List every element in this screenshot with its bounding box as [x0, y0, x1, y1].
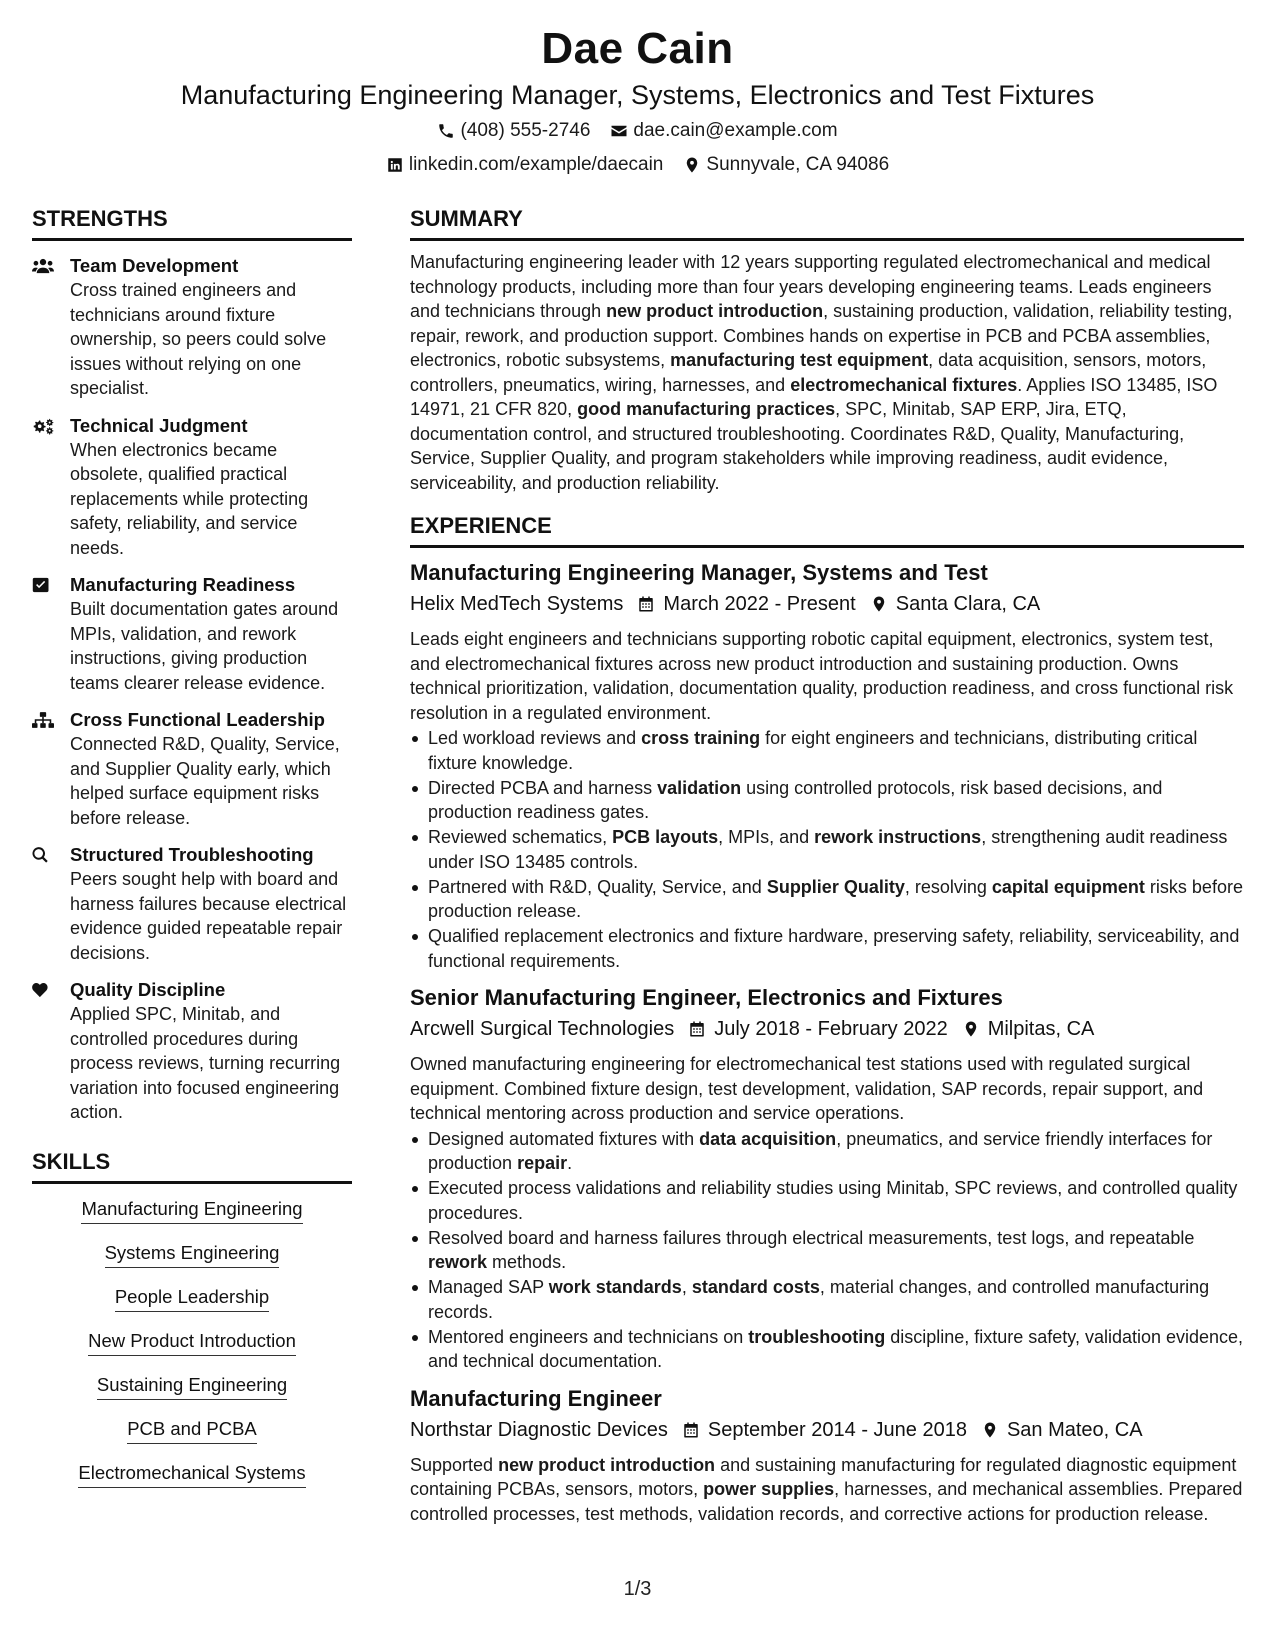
calendar-icon [682, 1420, 700, 1440]
skill-item: PCB and PCBA [127, 1416, 257, 1444]
summary-heading: SUMMARY [410, 206, 1244, 241]
text-run: , MPIs, and [718, 827, 815, 847]
job-meta [410, 589, 1244, 619]
job-meta [410, 1415, 1244, 1445]
strength-description: Applied SPC, Minitab, and controlled procedures during process reviews, turning recurring variation into focused engineering action. [70, 1004, 341, 1122]
email-text: dae.cain@example.com [633, 120, 838, 141]
job-meta [410, 1014, 1244, 1044]
candidate-headline: Manufacturing Engineering Manager, Systems, Electronics and Test Fixtures [180, 80, 1095, 110]
job-bullet [410, 776, 1244, 825]
emphasized-text: new product introduction [606, 301, 824, 321]
text-run: Managed SAP [428, 1277, 549, 1297]
strength-item [32, 977, 352, 1125]
emphasized-text: work standards [548, 1277, 682, 1297]
linkedin-text: linkedin.com/example/daecain [408, 154, 664, 175]
strength-item [32, 413, 352, 561]
emphasized-text: power supplies [703, 1479, 835, 1499]
job-bullet [410, 1127, 1244, 1176]
text-run: discipline, fixture safety, validation evidence, and technical documentation. [428, 1326, 1244, 1371]
text-run: , sustaining production, validation, reliability testing, repair, rework, and production support. Combines hands on expertise in PCB and PCBA assemblies, electronics, robotic subsystems, [410, 301, 1233, 370]
strength-text [70, 413, 352, 561]
strength-title: Quality Discipline [70, 979, 226, 1000]
strengths-heading: STRENGTHS [32, 206, 352, 241]
linkedin-icon [386, 156, 404, 174]
strength-item [32, 842, 352, 965]
job-location: San Mateo, CA [1006, 1418, 1143, 1441]
skill-item: Manufacturing Engineering [81, 1196, 302, 1224]
job-location: Santa Clara, CA [895, 593, 1041, 615]
strength-item [32, 572, 352, 695]
job-bullet [410, 1226, 1244, 1275]
map-pin-icon [981, 1420, 999, 1440]
strength-description: When electronics became obsolete, qualified practical replacements while protecting safety, reliability, and service needs. [70, 439, 309, 558]
job-bullet [410, 825, 1244, 874]
strength-text [70, 842, 352, 965]
job-company: Northstar Diagnostic Devices [410, 1418, 668, 1441]
contact-row-1 [0, 116, 1275, 146]
job-entry [410, 1384, 1244, 1527]
emphasized-text: repair [517, 1153, 568, 1173]
skills-list [32, 1196, 352, 1504]
strength-description: Connected R&D, Quality, Service, and Supplier Quality early, which helped surface equipment risks before release. [70, 734, 340, 828]
text-run: Resolved board and harness failures through electrical measurements, test logs, and repeatable [428, 1227, 1195, 1248]
text-run: for eight engineers and technicians, distributing critical fixture knowledge. [428, 728, 1198, 773]
text-run: methods. [487, 1252, 567, 1272]
text-run: Led workload reviews and [428, 728, 642, 748]
skill-item: Systems Engineering [105, 1240, 280, 1268]
emphasized-text: Supplier Quality [766, 876, 905, 897]
job-location: Milpitas, CA [987, 1018, 1095, 1040]
strength-text [70, 977, 352, 1125]
contact-email[interactable] [610, 116, 837, 146]
right-column [410, 206, 1244, 1526]
job-company: Helix MedTech Systems [410, 593, 624, 615]
search-icon [32, 842, 70, 965]
text-run: . Applies ISO 13485, ISO 14971, 21 CFR 820, [410, 374, 1218, 419]
job-description [410, 1453, 1244, 1527]
emphasized-text: PCB layouts [612, 827, 719, 847]
heart-icon [32, 977, 70, 1125]
strength-text [70, 707, 352, 830]
text-run: , material changes, and controlled manufacturing records. [428, 1277, 1210, 1322]
job-bullet [410, 1275, 1244, 1324]
location-text: Sunnyvale, CA 94086 [706, 154, 890, 175]
gears-icon [32, 413, 70, 561]
emphasized-text: electromechanical fixtures [790, 374, 1018, 395]
strength-description: Peers sought help with board and harness failures because electrical evidence guided repeatable repair decisions. [70, 869, 347, 963]
job-bullets [410, 1127, 1244, 1374]
job-bullet [410, 1325, 1244, 1374]
skill-item: New Product Introduction [88, 1328, 296, 1356]
strength-title: Structured Troubleshooting [70, 844, 314, 865]
text-run: Partnered with R&D, Quality, Service, and [428, 876, 767, 897]
text-run: , data acquisition, sensors, motors, controllers, pneumatics, wiring, harnesses, and [410, 350, 1207, 395]
summary-text [410, 250, 1244, 495]
job-company: Arcwell Surgical Technologies [410, 1018, 675, 1040]
job-bullets [410, 726, 1244, 973]
text-run: Qualified replacement electronics and fixture hardware, preserving safety, reliability, serviceability, and functional requirements. [428, 926, 1240, 971]
text-run: Directed PCBA and harness [428, 777, 658, 798]
job-dates: July 2018 - February 2022 [714, 1018, 948, 1040]
job-description: Leads eight engineers and technicians supporting robotic capital equipment, electronics, system test, and electromechanical fixtures across new product introduction and sustaining production. Owns technical prioritization, validation, documentation quality, production readiness, and cross functional risk resolution in a regulated environment. [410, 629, 1234, 723]
emphasized-text: cross training [641, 728, 761, 748]
phone-text: (408) 555-2746 [460, 120, 591, 141]
checkbox-icon [32, 572, 70, 695]
skill-item: Sustaining Engineering [97, 1372, 287, 1400]
text-run: Supported [410, 1454, 499, 1475]
job-description: Owned manufacturing engineering for electromechanical test stations used with regulated surgical equipment. Combined fixture design, test development, validation, SAP records, repair support, and technical mentoring across production and service operations. [410, 1054, 1204, 1123]
emphasized-text: validation [657, 777, 742, 798]
job-dates: September 2014 - June 2018 [707, 1418, 967, 1441]
text-run: , SPC, Minitab, SAP ERP, Jira, ETQ, documentation control, and structured troubleshooting. Coordinates R&D, Quality, Manufacturing, Service, Supplier Quality, and program stakeholders while improving readiness, audit evidence, serviceability, and production reliability. [410, 399, 1185, 493]
contact-location [683, 150, 889, 180]
strength-title: Cross Functional Leadership [70, 709, 325, 730]
job-title: Manufacturing Engineer [410, 1385, 662, 1411]
strength-description: Cross trained engineers and technicians around fixture ownership, so peers could solve issues without relying on one specialist. [70, 280, 327, 398]
text-run: , [681, 1277, 692, 1297]
strength-title: Technical Judgment [70, 414, 248, 436]
contact-row-2 [0, 150, 1275, 180]
emphasized-text: troubleshooting [748, 1326, 886, 1347]
text-run: using controlled protocols, risk based decisions, and production readiness gates. [428, 777, 1163, 822]
skills-heading: SKILLS [32, 1149, 352, 1184]
text-run: Mentored engineers and technicians on [428, 1326, 749, 1347]
text-run: , strengthening audit readiness under ISO 13485 controls. [428, 827, 1228, 872]
job-entry [410, 983, 1244, 1374]
job-bullet [410, 924, 1244, 973]
resume-header [0, 22, 1275, 180]
job-title: Senior Manufacturing Engineer, Electronics and Fixtures [410, 985, 1003, 1010]
sitemap-icon [32, 707, 70, 830]
emphasized-text: data acquisition [699, 1128, 837, 1149]
job-entry [410, 558, 1244, 973]
job-bullet [410, 726, 1244, 775]
contact-phone[interactable] [437, 116, 590, 146]
strength-text [70, 253, 352, 401]
jobs-list [410, 558, 1244, 1526]
users-icon [32, 253, 70, 401]
text-run: Reviewed schematics, [428, 827, 613, 847]
text-run: risks before production release. [428, 876, 1243, 921]
phone-icon [437, 122, 455, 140]
text-run: Designed automated fixtures with [428, 1128, 700, 1149]
experience-heading: EXPERIENCE [410, 513, 1244, 548]
strength-title: Team Development [70, 255, 239, 276]
text-run: Manufacturing engineering leader with 12 years supporting regulated electromechanical and medical technology products, including more than four years developing engineering teams. Leads engineers and technicians through [410, 252, 1212, 321]
text-run: , harnesses, and mechanical assemblies. Prepared controlled processes, test methods, validation records, and corrective actions for production release. [410, 1479, 1243, 1524]
left-column [32, 206, 352, 1504]
emphasized-text: new product introduction [498, 1454, 716, 1475]
map-pin-icon [962, 1019, 980, 1039]
text-run: , pneumatics, and service friendly interfaces for production [428, 1128, 1213, 1173]
strength-description: Built documentation gates around MPIs, validation, and rework instructions, giving production teams clearer release evidence. [70, 599, 339, 693]
map-pin-icon [870, 594, 888, 614]
job-title: Manufacturing Engineering Manager, Systems and Test [410, 560, 988, 585]
envelope-icon [610, 122, 628, 140]
strength-title: Manufacturing Readiness [70, 574, 296, 595]
emphasized-text: capital equipment [991, 876, 1145, 897]
skill-item: Electromechanical Systems [78, 1460, 305, 1488]
strength-text [70, 572, 352, 695]
emphasized-text: rework [428, 1252, 488, 1272]
job-bullet [410, 875, 1244, 924]
map-pin-icon [683, 156, 701, 174]
skill-item: People Leadership [115, 1284, 269, 1312]
text-run: . [567, 1153, 573, 1173]
strengths-list [32, 253, 352, 1125]
strength-item [32, 253, 352, 401]
calendar-icon [688, 1019, 706, 1039]
page-number: 1/3 [623, 1578, 652, 1600]
contact-linkedin[interactable] [386, 150, 664, 180]
emphasized-text: good manufacturing practices [577, 399, 836, 419]
text-run: , resolving [904, 876, 992, 897]
job-bullet [410, 1176, 1244, 1225]
text-run: Executed process validations and reliability studies using Minitab, SPC reviews, and controlled quality procedures. [428, 1178, 1238, 1223]
calendar-icon [637, 594, 655, 614]
job-dates: March 2022 - Present [663, 593, 856, 615]
candidate-name: Dae Cain [541, 24, 734, 73]
text-run: and sustaining manufacturing for regulated diagnostic equipment containing PCBAs, sensors, motors, [410, 1454, 1237, 1499]
strength-item [32, 707, 352, 830]
emphasized-text: rework instructions [814, 827, 982, 847]
emphasized-text: standard costs [691, 1277, 820, 1297]
emphasized-text: manufacturing test equipment [670, 350, 929, 370]
